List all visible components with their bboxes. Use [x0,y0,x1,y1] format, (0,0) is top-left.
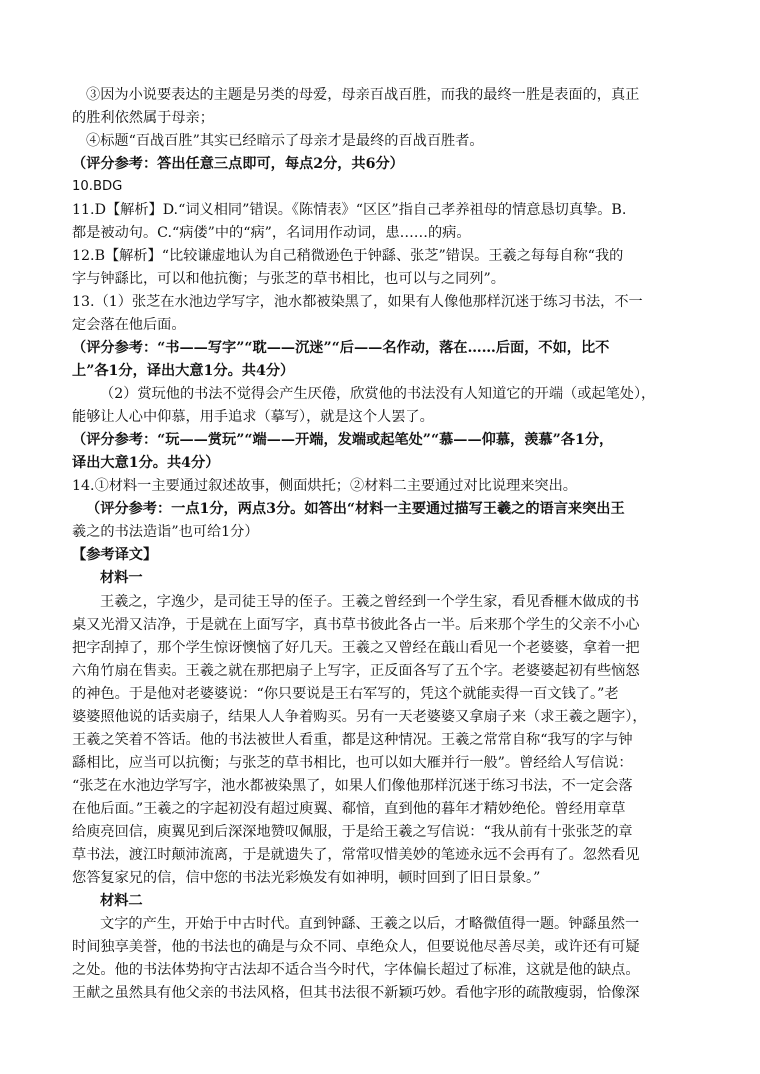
material-2-line: 文字的产生，开始于中古时代。直到钟繇、王羲之以后，才略微值得一题。钟繇虽然一 [100,916,640,932]
scoring-note-q9: （评分参考：答出任意三点即可，每点2分，共6分） [72,156,404,172]
material-1-line: 桌又光滑又洁净，于是就在上面写字，真书草书彼此各占一半。后来那个学生的父亲不小心 [72,617,640,633]
material-1-line: 您答复家兄的信，信中您的书法光彩焕发有如神明，顿时回到了旧日景象。” [72,870,541,886]
material-1-line: 给庾亮回信，庾翼见到后深深地赞叹佩服，于是给王羲之写信说：“我从前有十张张芝的章 [72,824,633,840]
scoring-note-q14-cont: 羲之的书法造诣”也可给1分） [72,524,259,540]
material-2-line: 时间独享美誉，他的书法也的确是与众不同、卓绝众人，但要说他尽善尽美，或许还有可疑 [72,939,640,955]
scoring-note-q13-1: （评分参考：“书——写字”“耽——沉迷”“后——名作动，落在……后面，不如，比不 [72,340,610,356]
material-1-line: 在他后面。”王羲之的字起初没有超过庾翼、郗愔，直到他的暮年才精妙绝伦。曾经用章草 [72,801,626,817]
material-1-line: “张芝在水池边学写字，池水都被染黑了，如果人们像他那样沉迷于练习书法，不一定会落 [72,778,633,794]
answer-point-3-cont: 的胜利依然属于母亲； [72,110,214,126]
scoring-note-q14: （评分参考：一点1分，两点3分。如答出“材料一主要通过描写王羲之的语言来突出王 [86,501,625,517]
answer-point-3: ③因为小说要表达的主题是另类的母爱，母亲百战百胜，而我的最终一胜是表面的，真正 [86,87,640,103]
material-1-line: 把字刮掉了，那个学生惊讶懊恼了好几天。王羲之又曾经在蕺山看见一个老婆婆，拿着一把 [72,640,640,656]
material-1-line: 草书法，渡江时颠沛流离，于是就遗失了，常常叹惜美妙的笔迹永远不会再有了。忽然看见 [72,847,640,863]
material-1-line: 王羲之笑着不答话。他的书法被世人看重，都是这种情况。王羲之常常自称“我写的字与钟 [72,732,633,748]
scoring-note-q13-1-cont: 上”各1分，译出大意1分。共4分） [72,363,295,379]
answer-q13-2-cont: 能够让人心中仰慕，用手追求（摹写），就是这个人罢了。 [72,409,434,425]
material-2-line: 之处。他的书法体势拘守古法却不适合当今时代，字体偏长超过了标准，这就是他的缺点。 [72,962,640,978]
answer-q12: 12.B【解析】“比较谦虚地认为自己稍微逊色于钟繇、张芝”错误。王羲之每每自称“我的 [72,248,624,264]
material-1-heading: 材料一 [100,570,143,586]
material-2-line: 王献之虽然具有他父亲的书法风格，但其书法很不新颖巧妙。看他字形的疏散瘦弱，恰像深 [72,985,640,1001]
answer-q13-1: 13.（1）张芝在水池边学写字，池水都被染黑了，如果有人像他那样沉迷于练习书法，不一 [72,294,643,310]
scoring-note-q13-2: （评分参考：“玩——赏玩”“端——开端，发端或起笔处”“慕——仰慕，羡慕”各1分， [72,432,614,448]
answer-q11: 11.D【解析】D.“词义相同”错误。《陈情表》“区区”指自己孝养祖母的情意恳切真挚。B. [72,202,627,218]
answer-point-4: ④标题“百战百胜”其实已经暗示了母亲才是最终的百战百胜者。 [86,133,484,149]
answer-q14: 14.①材料一主要通过叙述故事，侧面烘托；②材料二主要通过对比说理来突出。 [72,478,577,494]
material-1-line: 六角竹扇在售卖。王羲之就在那把扇子上写字，正反面各写了五个字。老婆婆起初有些恼怒 [72,663,640,679]
material-1-line: 王羲之，字逸少，是司徒王导的侄子。王羲之曾经到一个学生家，看见香榧木做成的书 [100,594,640,610]
answer-q12-cont: 字与钟繇比，可以和他抗衡；与张芝的草书相比，也可以与之同列”。 [72,271,505,287]
material-1-line: 婆婆照他说的话卖扇子，结果人人争着购买。另有一天老婆婆又拿扇子来（求王羲之题字）， [72,709,647,725]
material-1-line: 繇相比，应当可以抗衡；与张芝的草书相比，也可以如大雁并行一般”。曾经给人写信说： [72,755,633,771]
material-1-line: 的神色。于是他对老婆婆说：“你只要说是王右军写的，凭这个就能卖得一百文钱了。”老 [72,686,619,702]
scoring-note-q13-2-cont: 译出大意1分。共4分） [72,455,220,471]
answer-q10: 10.BDG [72,179,123,194]
material-2-heading: 材料二 [100,893,143,909]
answer-q11-cont: 都是被动句。C.“病偻”中的“病”，名词用作动词，患……的病。 [72,225,471,241]
answer-q13-1-cont: 定会落在他后面。 [72,317,186,333]
translation-heading: 【参考译文】 [72,547,158,563]
answer-q13-2: （2）赏玩他的书法不觉得会产生厌倦，欣赏他的书法没有人知道它的开端（或起笔处）， [100,386,656,402]
